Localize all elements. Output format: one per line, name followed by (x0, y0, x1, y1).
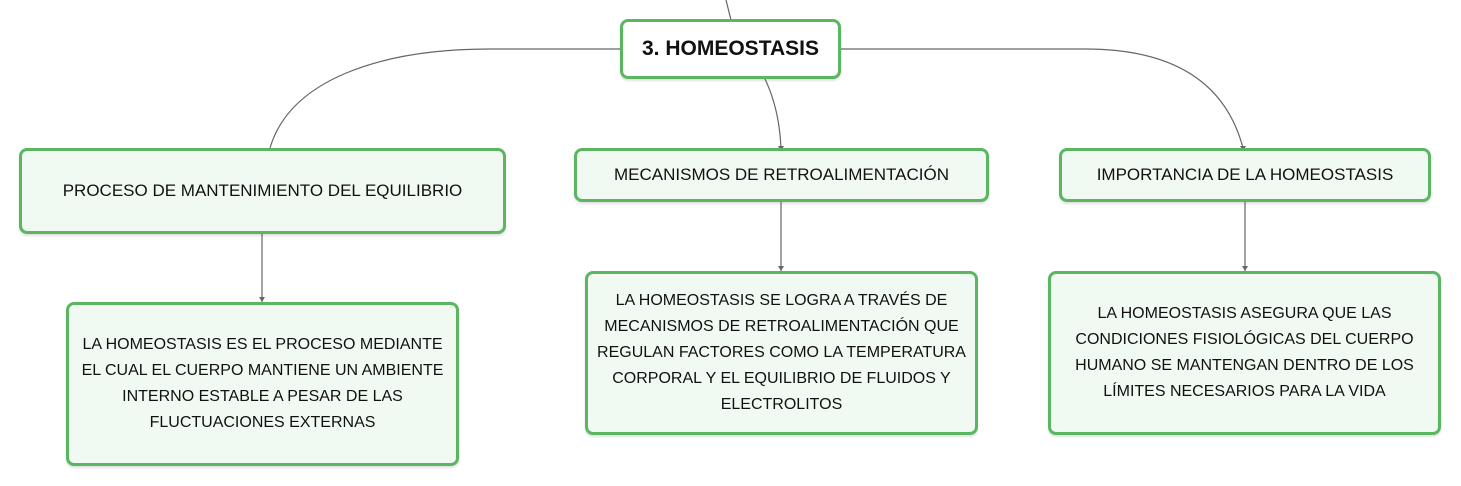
detail-topic-equilibrio[interactable] (66, 302, 459, 466)
connector-root-branch-3 (841, 49, 1243, 148)
detail-topic-retroalimentacion[interactable] (585, 271, 978, 435)
detail-topic-text: LA HOMEOSTASIS SE LOGRA A TRAVÉS DE MECANISMOS DE RETROALIMENTACIÓN QUE REGULAN FACTORES COMO LA TEMPERATURA CORPORAL Y EL EQUILIBRIO DE FLUIDOS Y ELECTROLITOS (597, 292, 966, 413)
root-topic-label: 3. HOMEOSTASIS (642, 37, 819, 60)
connector-root-branch-2 (765, 79, 781, 148)
branch-topic-importancia[interactable] (1059, 148, 1431, 202)
branch-topic-label: PROCESO DE MANTENIMIENTO DEL EQUILIBRIO (62, 181, 463, 200)
detail-topic-importancia[interactable] (1048, 271, 1441, 435)
branch-topic-label: MECANISMOS DE RETROALIMENTACIÓN (614, 165, 949, 184)
connector-root-branch-1 (270, 49, 620, 148)
branch-topic-label: IMPORTANCIA DE LA HOMEOSTASIS (1096, 165, 1394, 184)
connector-incoming (726, 0, 731, 20)
detail-topic-text: LA HOMEOSTASIS ASEGURA QUE LAS CONDICIONES FISIOLÓGICAS DEL CUERPO HUMANO SE MANTENGAN DENTRO DE LOS LÍMITES NECESARIOS PARA LA VIDA (1075, 305, 1414, 400)
branch-topic-retroalimentacion[interactable] (574, 148, 989, 202)
detail-topic-text: LA HOMEOSTASIS ES EL PROCESO MEDIANTE EL CUAL EL CUERPO MANTIENE UN AMBIENTE INTERNO ESTABLE A PESAR DE LAS FLUCTUACIONES EXTERNAS (81, 336, 444, 431)
branch-topic-equilibrio[interactable] (19, 148, 506, 234)
root-topic[interactable] (620, 19, 841, 79)
